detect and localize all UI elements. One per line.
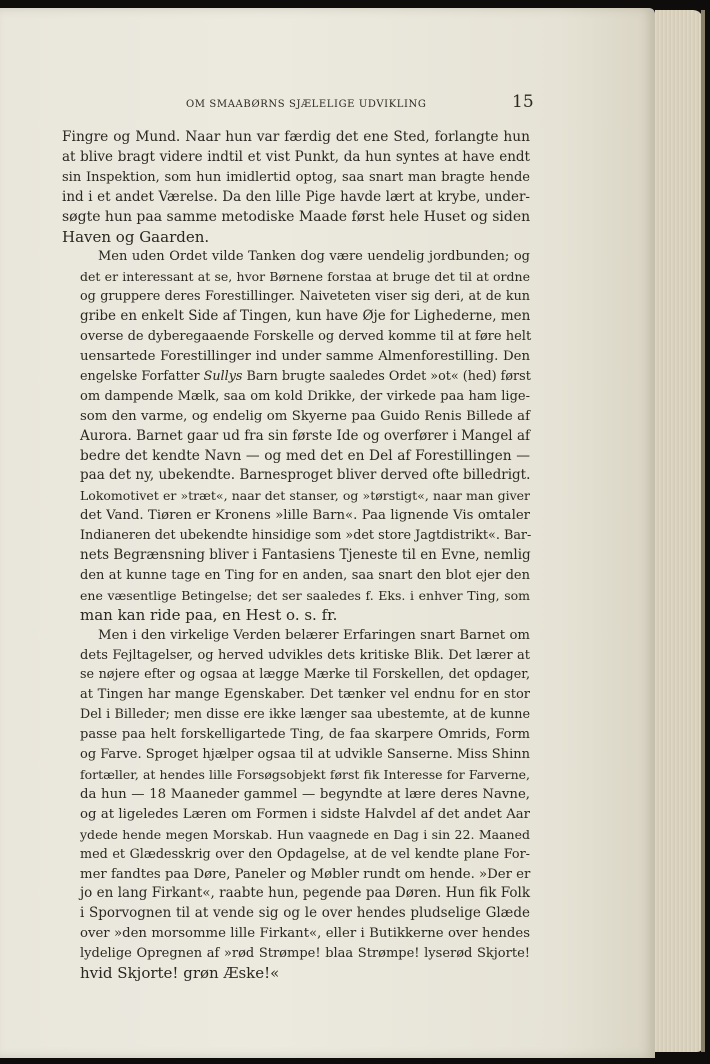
paragraph-2 (62, 247, 530, 625)
text-line: Men uden Ordet vilde Tanken dog være uendelig jordbunden; og (98, 249, 530, 265)
text-line: hvid Skjorte! grøn Æske!« (80, 964, 280, 983)
text-line: at blive bragt videre indtil et vist Punkt, da hun syntes at have endt (62, 148, 530, 165)
text-line: dets Fejltagelser, og herved udvikles dets kritiske Blik. Det lærer at (80, 647, 530, 663)
text-line: overse de dyberegaaende Forskelle og derved komme til at føre helt (80, 329, 532, 345)
text-line: engelske Forfatter Sullys Barn brugte saaledes Ordet »ot« (hed) først (80, 368, 531, 384)
text-line: paa det ny, ubekendte. Barnesproget bliver derved ofte billedrigt. (80, 467, 531, 484)
text-line: fortæller, at hendes lille Forsøgsobjekt først fik Interesse for Farverne, (80, 767, 530, 782)
page-number: 15 (512, 92, 534, 112)
book-page-edges (655, 10, 703, 1052)
text-line: sin Inspektion, som hun imidlertid optog, saa snart man bragte hende (62, 169, 530, 185)
text-line: med et Glædesskrig over den Opdagelse, at de vel kendte plane For- (80, 846, 530, 862)
text-line: søgte hun paa samme metodiske Maade først hele Huset og siden (62, 208, 531, 225)
text-line: gribe en enkelt Side af Tingen, kun have Øje for Lighederne, men (80, 308, 531, 325)
text-line: Del i Billeder; men disse ere ikke længer saa ubestemte, at de kunne (80, 707, 530, 723)
text-line: Lokomotivet er »træt«, naar det stanser, og »tørstigt«, naar man giver (80, 488, 530, 504)
text-line: mer fandtes paa Døre, Paneler og Møbler rundt om hende. »Der er (80, 866, 531, 882)
text-line: det Vand. Tiøren er Kronens »lille Barn«. Paa lignende Vis omtaler (80, 508, 530, 524)
text-line: at Tingen har mange Egenskaber. Det tænker vel endnu for en stor (80, 687, 530, 703)
text-line: ene væsentlige Betingelse; det ser saaledes f. Eks. i enhver Ting, som (80, 587, 530, 603)
text-line: nets Begrænsning bliver i Fantasiens Tjeneste til en Evne, nemlig (80, 547, 531, 564)
text-line: det er interessant at se, hvor Børnene forstaa at bruge det til at ordne (80, 269, 530, 285)
text-line: bedre det kendte Navn — og med det en Del af Forestillingen — (80, 447, 530, 464)
text-line: ydede hende megen Morskab. Hun vaagnede en Dag i sin 22. Maaned (80, 826, 530, 842)
text-line: da hun — 18 Maaneder gammel — begyndte at lære deres Navne, (80, 786, 530, 802)
text-line: se nøjere efter og ogsaa at lægge Mærke til Forskellen, det opdager, (80, 667, 530, 683)
text-line: lydelige Opregnen af »rød Strømpe! blaa Strømpe! lyserød Skjorte! (80, 946, 530, 962)
text-line: den at kunne tage en Ting for en anden, saa snart den blot ejer den (80, 567, 530, 583)
text-line: passe paa helt forskelligartede Ting, de faa skarpere Omrids, Form (80, 727, 530, 743)
text-line: uensartede Forestillinger ind under samme Almenforestilling. Den (80, 348, 530, 364)
paragraph-3 (62, 626, 530, 984)
italic-name: Sullys (203, 368, 243, 384)
text-line: over »den morsomme lille Firkant«, eller i Butikkerne over hendes (80, 926, 530, 942)
text-line: som den varme, og endelig om Skyerne paa Guido Renis Billede af (80, 408, 530, 424)
running-head: OM SMAABØRNS SJÆLELIGE UDVIKLING (186, 99, 427, 110)
body-text (62, 128, 530, 984)
text-line: Men i den virkelige Verden belærer Erfaringen snart Barnet om (98, 627, 530, 643)
text-line: og gruppere deres Forestillinger. Naiveteten viser sig deri, at de kun (80, 289, 530, 305)
text-line: man kan ride paa, en Hest o. s. fr. (80, 605, 338, 624)
text-line: ind i et andet Værelse. Da den lille Pige havde lært at krybe, under- (62, 188, 530, 205)
text-line: og Farve. Sproget hjælper ogsaa til at udvikle Sanserne. Miss Shinn (80, 747, 530, 763)
text-line: om dampende Mælk, saa om kold Drikke, der virkede paa ham lige- (80, 388, 530, 404)
text-line: Haven og Gaarden. (62, 227, 210, 246)
text-line: i Sporvognen til at vende sig og le over hendes pludselige Glæde (80, 905, 530, 922)
text-line: og at ligeledes Læren om Formen i sidste Halvdel af det andet Aar (80, 806, 530, 822)
text-line: Indianeren det ubekendte hinsidige som »det store Jagtdistrikt«. Bar- (80, 528, 532, 544)
text-line: Fingre og Mund. Naar hun var færdig det ene Sted, forlangte hun (62, 129, 530, 145)
text-line: jo en lang Firkant«, raabte hun, pegende paa Døren. Hun fik Folk (80, 885, 530, 902)
text-line: Aurora. Barnet gaar ud fra sin første Ide og overfører i Mangel af (80, 427, 530, 444)
paragraph-1 (62, 128, 530, 247)
